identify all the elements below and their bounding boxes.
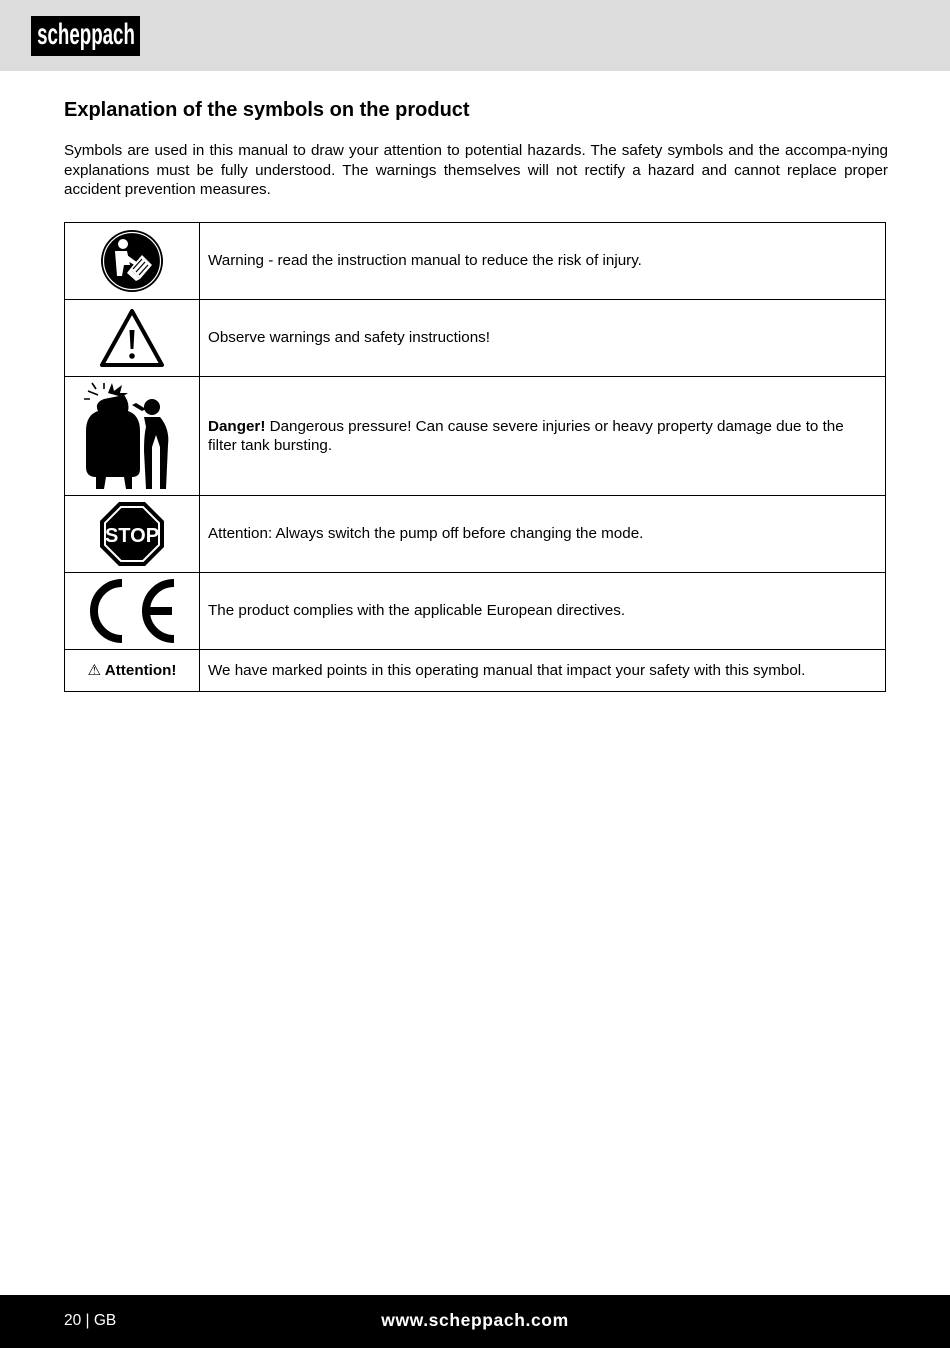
table-row: [65, 650, 886, 692]
icon-cell: [65, 223, 200, 300]
bold-prefix: Danger!: [208, 417, 266, 435]
description-text: Observe warnings and safety instructions!: [208, 329, 490, 347]
description-text: Warning - read the instruction manual to reduce the risk of injury.: [208, 252, 642, 270]
intro-paragraph: Symbols are used in this manual to draw your attention to potential hazards. The safety symbols and the accompa-nying explanations must be fully understood. The warnings themselves will not rectify a hazard and cannot replace proper accident prevention measures.: [64, 142, 888, 198]
table-row: [65, 223, 886, 300]
description-text: Attention: Always switch the pump off before changing the mode.: [208, 525, 644, 543]
table-row: [65, 300, 886, 377]
warning-triangle-icon: [99, 308, 165, 368]
table-row: [65, 573, 886, 650]
description-text: Dangerous pressure! Can cause severe injuries or heavy property damage due to the filter tank bursting.: [208, 417, 844, 454]
icon-cell: [65, 377, 200, 496]
page-header: [0, 0, 950, 71]
description-cell: [200, 496, 886, 573]
page-footer: [0, 1295, 950, 1348]
icon-cell: [65, 300, 200, 377]
pressure-danger-icon: [84, 381, 180, 491]
page-title: Explanation of the symbols on the product: [64, 99, 470, 121]
description-text: We have marked points in this operating manual that impact your safety with this symbol.: [208, 661, 806, 679]
website-url: www.scheppach.com: [381, 1310, 569, 1330]
table-row: [65, 377, 886, 496]
logo-text: scheppach: [36, 19, 135, 52]
stop-sign-icon: [99, 501, 165, 567]
scheppach-logo: [31, 16, 140, 56]
description-cell: [200, 300, 886, 377]
read-manual-icon: [100, 229, 164, 293]
table-row: [65, 496, 886, 573]
description-cell: [200, 377, 886, 496]
description-cell: [200, 573, 886, 650]
icon-cell: [65, 650, 200, 692]
page-number: 20 | GB: [64, 1312, 117, 1329]
ce-mark-icon: [86, 578, 178, 644]
icon-cell: [65, 573, 200, 650]
stop-text: STOP: [104, 525, 160, 547]
symbols-table: [64, 222, 886, 692]
description-cell: [200, 223, 886, 300]
attention-label: ⚠ Attention!: [87, 662, 177, 679]
description-cell: [200, 650, 886, 692]
description-text: The product complies with the applicable European directives.: [208, 602, 626, 620]
icon-cell: [65, 496, 200, 573]
